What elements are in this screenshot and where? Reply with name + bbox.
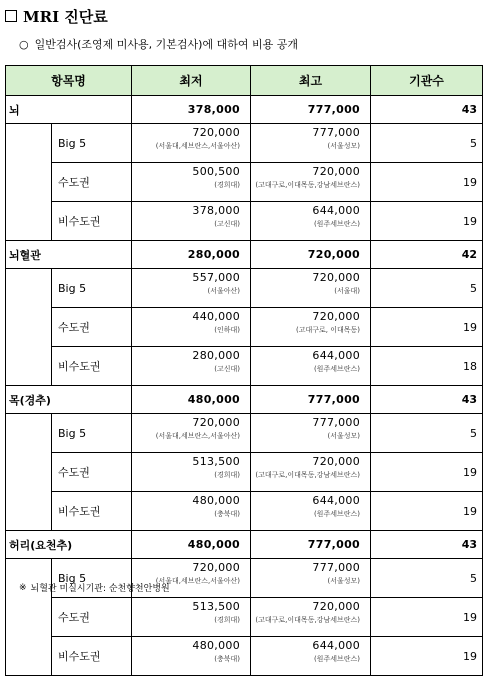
- row-min-note: (경희대): [214, 616, 240, 624]
- row-min-value: 557,000: [192, 271, 240, 284]
- row-max: [251, 202, 371, 241]
- row-max-value: 644,000: [312, 494, 360, 507]
- row-min-value: 513,500: [192, 600, 240, 613]
- row-min-note: (서울대,세브란스,서울아산): [155, 577, 240, 585]
- group-max-value: 777,000: [307, 537, 360, 551]
- group-min-value: 480,000: [187, 537, 240, 551]
- row-count: 5: [371, 414, 483, 453]
- row-min-value: 480,000: [192, 639, 240, 652]
- row-min-value: 720,000: [192, 416, 240, 429]
- row-label: Big 5: [52, 414, 132, 453]
- row-min-value: 480,000: [192, 494, 240, 507]
- row-label: 수도권: [52, 453, 132, 492]
- row-label: Big 5: [52, 559, 132, 598]
- subtitle-text: 일반검사(조영제 미사용, 기본검사)에 대하여 비용 공개: [34, 38, 298, 51]
- group-name: 목(경추): [6, 386, 132, 414]
- row-max-note: (원주세브란스): [313, 510, 360, 518]
- row-min-note: (고신대): [214, 220, 240, 228]
- row-count: 19: [371, 202, 483, 241]
- row-label: 수도권: [52, 163, 132, 202]
- row-max-value: 777,000: [312, 561, 360, 574]
- group-name: 뇌: [6, 96, 132, 124]
- row-min: [132, 414, 251, 453]
- row-max: [251, 492, 371, 531]
- table-row-group: [6, 531, 483, 559]
- row-count: 19: [371, 492, 483, 531]
- row-label: 비수도권: [52, 492, 132, 531]
- row-label: 수도권: [52, 308, 132, 347]
- row-label: 비수도권: [52, 347, 132, 386]
- table-row-group: [6, 96, 483, 124]
- group-max-value: 720,000: [307, 247, 360, 261]
- row-max-note: (서울대): [334, 287, 360, 295]
- row-max-value: 720,000: [312, 310, 360, 323]
- row-max: [251, 453, 371, 492]
- row-max: [251, 163, 371, 202]
- row-max-value: 720,000: [312, 165, 360, 178]
- row-max-value: 644,000: [312, 639, 360, 652]
- row-label: 비수도권: [52, 202, 132, 241]
- indent-cell: [6, 269, 52, 386]
- row-count: 19: [371, 308, 483, 347]
- circle-bullet-icon: ○: [19, 37, 29, 51]
- table-row: [6, 347, 483, 386]
- row-max: [251, 414, 371, 453]
- row-min: [132, 492, 251, 531]
- table-row: [6, 308, 483, 347]
- row-min: [132, 598, 251, 637]
- row-max: [251, 308, 371, 347]
- row-max-value: 720,000: [312, 600, 360, 613]
- row-min: [132, 347, 251, 386]
- row-max-value: 777,000: [312, 126, 360, 139]
- row-min-note: (인하대): [214, 326, 240, 334]
- row-max-value: 644,000: [312, 204, 360, 217]
- indent-cell: [6, 559, 52, 676]
- table-row: [6, 163, 483, 202]
- row-min-note: (서울대,세브란스,서울아산): [155, 142, 240, 150]
- group-min: [132, 386, 251, 414]
- group-max: [251, 531, 371, 559]
- header-item-name: 항목명: [6, 66, 132, 96]
- group-min-value: 378,000: [187, 102, 240, 116]
- row-min-value: 720,000: [192, 126, 240, 139]
- table-row-group: [6, 386, 483, 414]
- header-count: 기관수: [371, 66, 483, 96]
- group-min: [132, 241, 251, 269]
- row-max-note: (고대구로,이대목동,강남세브란스): [255, 616, 360, 624]
- group-max: [251, 241, 371, 269]
- row-max-note: (원주세브란스): [313, 365, 360, 373]
- table-row: [6, 492, 483, 531]
- row-max: [251, 637, 371, 676]
- table-header-row: [6, 66, 483, 96]
- group-min: [132, 531, 251, 559]
- row-label: Big 5: [52, 124, 132, 163]
- row-max-note: (고대구로,이대목동,강남세브란스): [255, 471, 360, 479]
- row-count: 18: [371, 347, 483, 386]
- group-max: [251, 386, 371, 414]
- table-row: [6, 453, 483, 492]
- row-label: 비수도권: [52, 637, 132, 676]
- row-min: [132, 637, 251, 676]
- row-min-value: 378,000: [192, 204, 240, 217]
- row-min: [132, 453, 251, 492]
- row-count: 19: [371, 453, 483, 492]
- row-min-note: (고신대): [214, 365, 240, 373]
- row-max: [251, 269, 371, 308]
- row-min: [132, 124, 251, 163]
- group-max: [251, 96, 371, 124]
- group-min: [132, 96, 251, 124]
- row-min-value: 280,000: [192, 349, 240, 362]
- row-max-note: (서울성모): [327, 432, 360, 440]
- table-row-group: [6, 241, 483, 269]
- row-max-value: 644,000: [312, 349, 360, 362]
- table-row: [6, 414, 483, 453]
- table-row: [6, 202, 483, 241]
- row-min-note: (서울대,세브란스,서울아산): [155, 432, 240, 440]
- row-min-value: 500,500: [192, 165, 240, 178]
- group-min-value: 280,000: [187, 247, 240, 261]
- row-count: 19: [371, 598, 483, 637]
- indent-cell: [6, 414, 52, 531]
- row-min-note: (서울아산): [207, 287, 240, 295]
- row-min-value: 720,000: [192, 561, 240, 574]
- row-max: [251, 598, 371, 637]
- page-title: MRI 진단료: [23, 7, 108, 26]
- row-count: 5: [371, 269, 483, 308]
- row-min-note: (충북대): [214, 655, 240, 663]
- row-min-note: (경희대): [214, 181, 240, 189]
- row-min: [132, 163, 251, 202]
- title-row: [5, 4, 108, 28]
- row-max-note: (서울성모): [327, 142, 360, 150]
- row-min-note: (충북대): [214, 510, 240, 518]
- group-count: 42: [371, 241, 483, 269]
- header-max: 최고: [251, 66, 371, 96]
- row-count: 19: [371, 637, 483, 676]
- row-max-note: (서울성모): [327, 577, 360, 585]
- row-min-note: (경희대): [214, 471, 240, 479]
- group-name: 뇌혈관: [6, 241, 132, 269]
- subtitle-row: [19, 36, 298, 52]
- row-count: 5: [371, 124, 483, 163]
- row-min: [132, 308, 251, 347]
- indent-cell: [6, 124, 52, 241]
- row-max-value: 720,000: [312, 271, 360, 284]
- table-row: [6, 269, 483, 308]
- group-min-value: 480,000: [187, 392, 240, 406]
- row-label: Big 5: [52, 269, 132, 308]
- footnote-text: 뇌혈관 미실시기관: 순천향천안병원: [30, 584, 170, 594]
- row-min: [132, 202, 251, 241]
- row-label: 수도권: [52, 598, 132, 637]
- group-name: 허리(요천추): [6, 531, 132, 559]
- row-max: [251, 124, 371, 163]
- group-max-value: 777,000: [307, 392, 360, 406]
- row-max-note: (고대구로, 이대목동): [295, 326, 360, 334]
- row-max-note: (원주세브란스): [313, 655, 360, 663]
- row-count: 19: [371, 163, 483, 202]
- row-max: [251, 347, 371, 386]
- table-row: [6, 637, 483, 676]
- reference-mark-icon: ※: [19, 582, 27, 593]
- row-min-value: 440,000: [192, 310, 240, 323]
- row-min: [132, 269, 251, 308]
- row-max-value: 777,000: [312, 416, 360, 429]
- header-min: 최저: [132, 66, 251, 96]
- group-count: 43: [371, 531, 483, 559]
- table-row: [6, 598, 483, 637]
- checkbox-icon: [5, 10, 17, 22]
- row-max-note: (원주세브란스): [313, 220, 360, 228]
- row-count: 5: [371, 559, 483, 598]
- row-max-value: 720,000: [312, 455, 360, 468]
- group-count: 43: [371, 386, 483, 414]
- group-max-value: 777,000: [307, 102, 360, 116]
- row-max: [251, 559, 371, 598]
- row-min-value: 513,500: [192, 455, 240, 468]
- footnote: [19, 581, 170, 594]
- group-count: 43: [371, 96, 483, 124]
- row-max-note: (고대구로,이대목동,강남세브란스): [255, 181, 360, 189]
- table-row: [6, 124, 483, 163]
